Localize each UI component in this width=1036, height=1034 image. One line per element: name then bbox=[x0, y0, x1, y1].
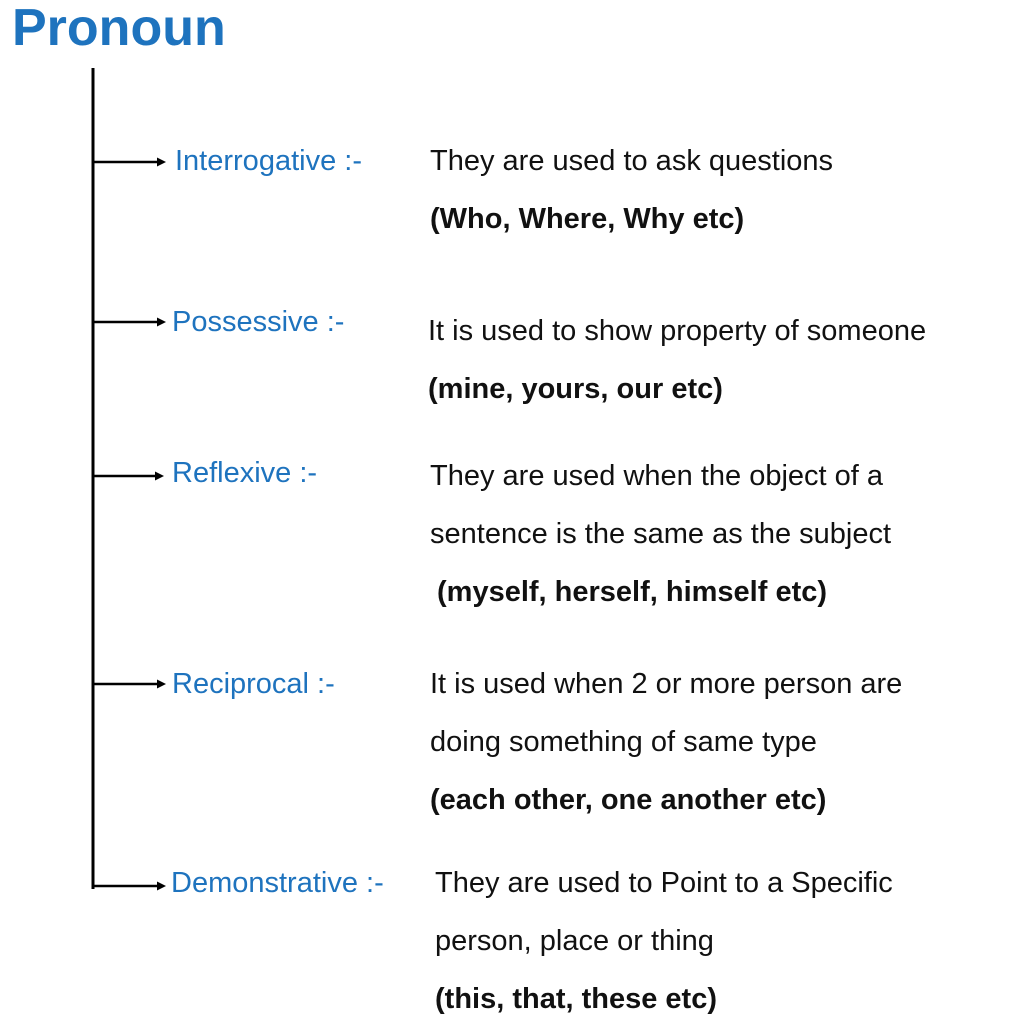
page-title: Pronoun bbox=[12, 0, 226, 57]
term-reflexive: Reflexive :- bbox=[172, 457, 318, 489]
branch-arrow-demonstrative bbox=[93, 882, 166, 891]
description-demonstrative-line-1: They are used to Point to a Specific bbox=[435, 867, 893, 899]
branch-arrow-possessive bbox=[93, 318, 166, 327]
branch-arrow-reciprocal bbox=[93, 680, 166, 689]
description-demonstrative-line-2: person, place or thing bbox=[435, 925, 714, 957]
description-possessive: It is used to show property of someone bbox=[428, 315, 927, 347]
term-demonstrative: Demonstrative :- bbox=[171, 867, 384, 899]
branch-arrow-reflexive bbox=[93, 472, 164, 481]
description-reflexive-line-2: sentence is the same as the subject bbox=[430, 518, 892, 550]
examples-possessive: (mine, yours, our etc) bbox=[428, 373, 723, 405]
description-reflexive-line-1: They are used when the object of a bbox=[430, 460, 884, 492]
term-reciprocal: Reciprocal :- bbox=[172, 668, 335, 700]
description-interrogative: They are used to ask questions bbox=[430, 145, 834, 177]
examples-reflexive: (myself, herself, himself etc) bbox=[437, 576, 828, 608]
examples-reciprocal: (each other, one another etc) bbox=[430, 784, 827, 816]
examples-interrogative: (Who, Where, Why etc) bbox=[430, 203, 745, 235]
term-interrogative: Interrogative :- bbox=[175, 145, 362, 177]
term-possessive: Possessive :- bbox=[172, 306, 345, 338]
description-reciprocal-line-1: It is used when 2 or more person are bbox=[430, 668, 903, 700]
description-reciprocal-line-2: doing something of same type bbox=[430, 726, 817, 758]
examples-demonstrative: (this, that, these etc) bbox=[435, 983, 717, 1015]
branch-arrow-interrogative bbox=[93, 158, 166, 167]
